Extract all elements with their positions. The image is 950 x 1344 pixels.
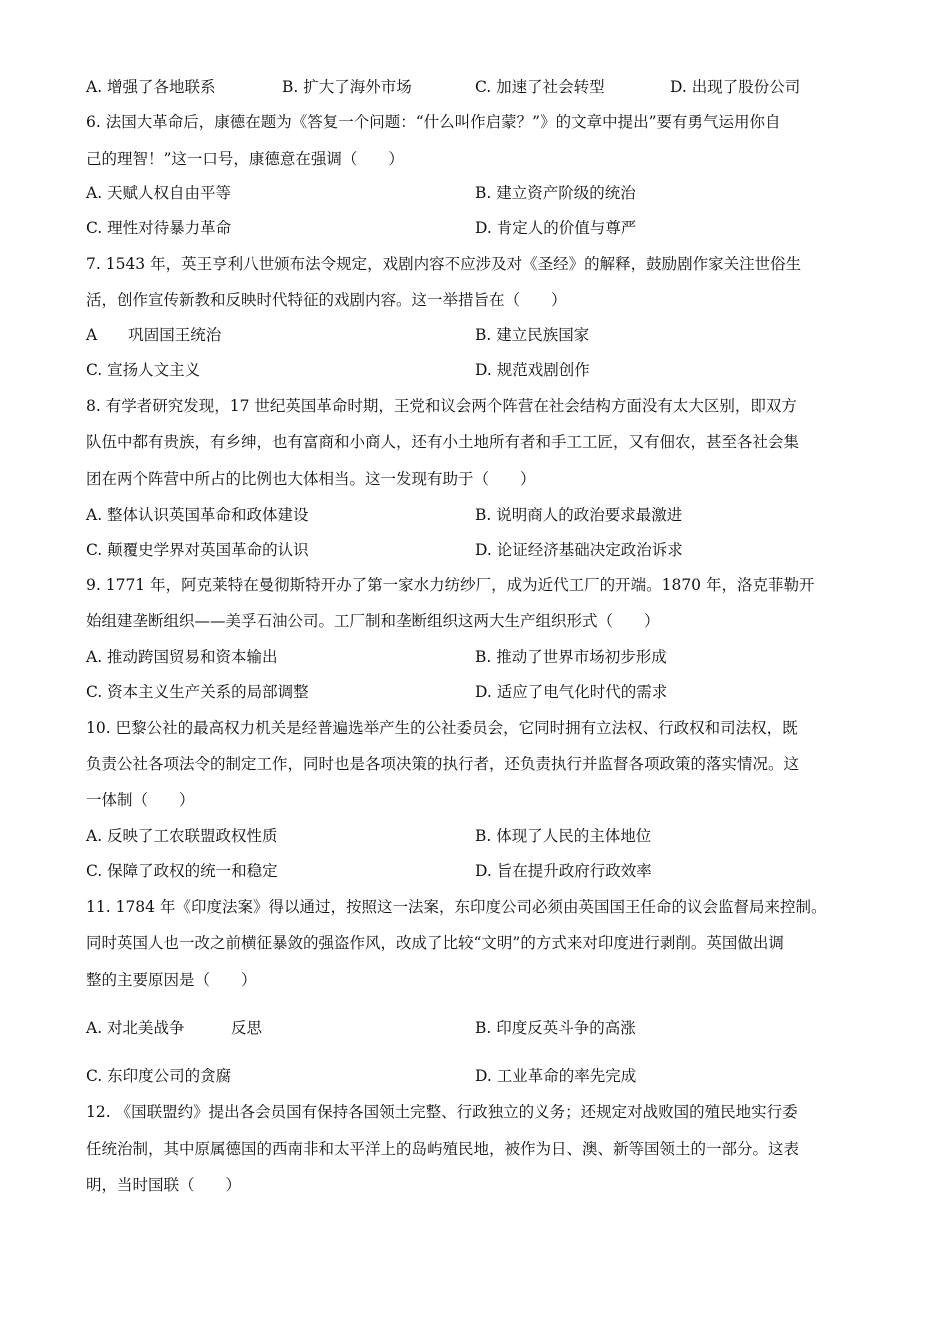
- q6-stem-line-1: 6. 法国大革命后，康德在题为《答复一个问题：“什么叫作启蒙？”》的文章中提出”要有勇气运用你自: [86, 113, 781, 131]
- q7-stem-line-2: 活，创作宣传新教和反映时代特征的戏剧内容。这一举措旨在（ ）: [86, 291, 567, 309]
- q12-stem-line-2: 任统治制，其中原属德国的西南非和太平洋上的岛屿殖民地，被作为日、澳、新等国领土的一部分。这表: [86, 1140, 800, 1158]
- q12-stem-line-3: 明，当时国联（ ）: [86, 1176, 242, 1194]
- q11-option-c: C. 东印度公司的贪腐: [86, 1067, 232, 1085]
- q6-option-a: A. 天赋人权自由平等: [86, 184, 232, 202]
- q5-option-c: C. 加速了社会转型: [475, 78, 605, 96]
- q10-option-d: D. 旨在提升政府行政效率: [475, 862, 652, 880]
- q9-stem-line-1: 9. 1771 年，阿克莱特在曼彻斯特开办了第一家水力纺纱厂，成为近代工厂的开端。1870 年，洛克菲勒开: [86, 576, 815, 594]
- q9-option-d: D. 适应了电气化时代的需求: [475, 683, 668, 701]
- q9-option-b: B. 推动了世界市场初步形成: [475, 648, 667, 666]
- q6-stem-line-2: 己的理智！”这一口号，康德意在强调（ ）: [86, 150, 404, 168]
- q10-option-a: A. 反映了工农联盟政权性质: [86, 827, 278, 845]
- q8-stem-line-1: 8. 有学者研究发现，17 世纪英国革命时期，王党和议会两个阵营在社会结构方面没有太大区别，即双方: [86, 397, 797, 415]
- q7-option-c: C. 宣扬人文主义: [86, 361, 201, 379]
- q9-option-a: A. 推动跨国贸易和资本输出: [86, 648, 278, 666]
- q5-option-a: A. 增强了各地联系: [86, 78, 216, 96]
- q6-option-b: B. 建立资产阶级的统治: [475, 184, 636, 202]
- q12-stem-line-1: 12. 《国联盟约》提出各会员国有保持各国领土完整、行政独立的义务；还规定对战败国的殖民地实行委: [86, 1103, 798, 1121]
- q9-option-c: C. 资本主义生产关系的局部调整: [86, 683, 309, 701]
- q6-option-d: D. 肯定人的价值与尊严: [475, 219, 637, 237]
- q7-option-d: D. 规范戏剧创作: [475, 361, 590, 379]
- q11-option-b: B. 印度反英斗争的高涨: [475, 1019, 636, 1037]
- q7-stem-line-1: 7. 1543 年，英王亨利八世颁布法令规定，戏剧内容不应涉及对《圣经》的解释，鼓励剧作家关注世俗生: [86, 255, 802, 273]
- q6-option-c: C. 理性对待暴力革命: [86, 219, 232, 237]
- q10-stem-line-3: 一体制（ ）: [86, 791, 195, 809]
- q8-option-c: C. 颠覆史学界对英国革命的认识: [86, 541, 309, 559]
- q10-stem-line-1: 10. 巴黎公社的最高权力机关是经普遍选举产生的公社委员会，它同时拥有立法权、行政权和司法权，既: [86, 719, 798, 737]
- q8-option-a: A. 整体认识英国革命和政体建设: [86, 506, 309, 524]
- q10-stem-line-2: 负责公社各项法令的制定工作，同时也是各项决策的执行者，还负责执行并监督各项政策的落实情况。这: [86, 755, 800, 773]
- q11-stem-line-2: 同时英国人也一改之前横征暴敛的强盗作风，改成了比较“文明”的方式来对印度进行剥削。英国做出调: [86, 934, 784, 952]
- q10-option-c: C. 保障了政权的统一和稳定: [86, 862, 278, 880]
- q11-option-a: A. 对北美战争 反思: [86, 1019, 263, 1037]
- q5-option-d: D. 出现了股份公司: [670, 78, 801, 96]
- q7-option-a: A 巩固国王统治: [86, 326, 222, 344]
- q10-option-b: B. 体现了人民的主体地位: [475, 827, 652, 845]
- q7-option-b: B. 建立民族国家: [475, 326, 590, 344]
- q8-option-d: D. 论证经济基础决定政治诉求: [475, 541, 683, 559]
- q9-stem-line-2: 始组建垄断组织——美孚石油公司。工厂制和垄断组织这两大生产组织形式（ ）: [86, 612, 660, 630]
- q11-stem-line-3: 整的主要原因是（ ）: [86, 971, 257, 989]
- q8-stem-line-3: 团在两个阵营中所占的比例也大体相当。这一发现有助于（ ）: [86, 470, 536, 488]
- q11-option-d: D. 工业革命的率先完成: [475, 1067, 637, 1085]
- q8-stem-line-2: 队伍中都有贵族，有乡绅，也有富商和小商人，还有小土地所有者和手工工匠，又有佃农，甚至各社会集: [86, 433, 800, 451]
- q5-option-b: B. 扩大了海外市场: [282, 78, 412, 96]
- q8-option-b: B. 说明商人的政治要求最激进: [475, 506, 683, 524]
- q11-stem-line-1: 11. 1784 年《印度法案》得以通过，按照这一法案，东印度公司必须由英国国王任命的议会监督局来控制。: [86, 898, 827, 916]
